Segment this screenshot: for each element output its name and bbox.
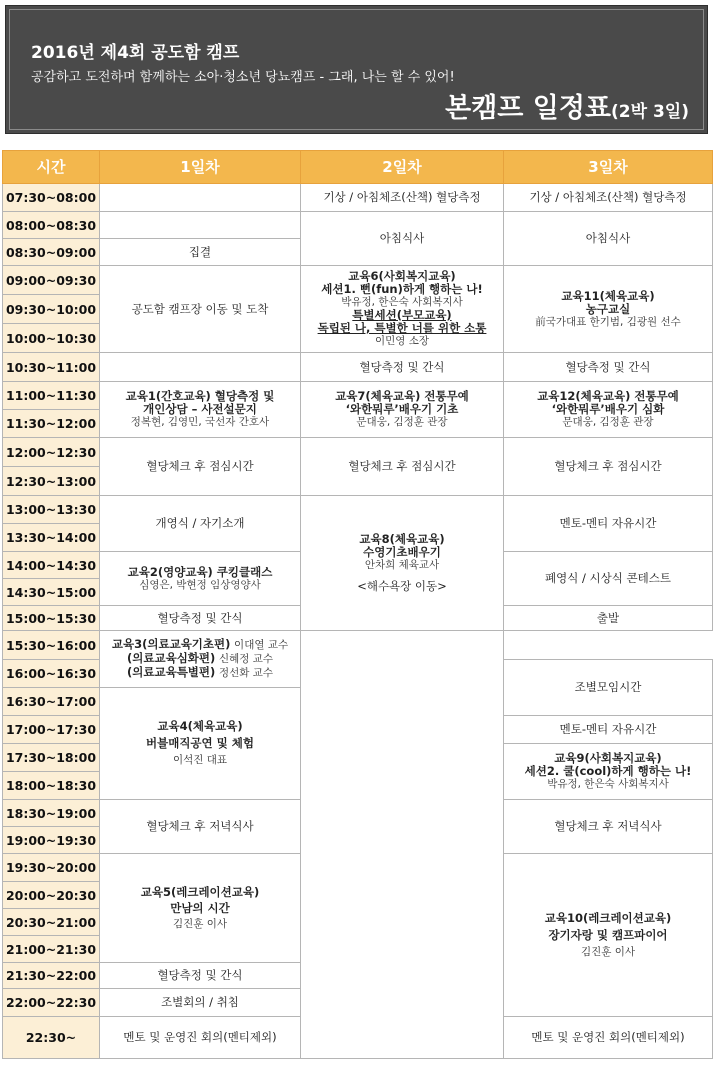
time-cell: 09:30~10:00 [3,295,100,324]
day1-empty-cell [100,212,301,239]
day2-meeting: 멘토 및 운영진 회의(멘티제외) [504,1017,713,1059]
time-cell: 12:30~13:00 [3,467,100,496]
header-banner [5,5,708,134]
day1-edu3-b-title: (의료교육심화편) [127,651,216,665]
time-cell: 20:00~20:30 [3,882,100,909]
time-cell: 12:00~12:30 [3,438,100,467]
schedule-heading [445,86,689,125]
time-cell: 17:30~18:00 [3,744,100,772]
day2-edu6-session: 세션1. 뻔(fun)하게 행하는 나! [321,282,483,296]
col-header-time: 시간 [3,151,100,184]
table-row [3,266,713,295]
day2-edu6-title: 교육6(사회복지교육) [348,269,456,283]
day2-edu10-staff: 김진훈 이사 [580,945,636,958]
time-cell: 14:30~15:00 [3,579,100,606]
day1-edu3-b-staff: 신혜정 교수 [218,653,273,665]
schedule-heading-duration: (2박 3일) [611,102,689,122]
day1-edu4-staff: 이석진 대표 [172,754,228,766]
time-cell: 08:00~08:30 [3,212,100,239]
time-cell: 16:30~17:00 [3,688,100,716]
col-header-day3: 3일차 [504,151,713,184]
day2-special-title: 특별세션(부모교육) [352,308,452,322]
day2-group-time: 조별모임시간 [504,660,713,716]
time-cell: 11:00~11:30 [3,382,100,410]
day1-empty-cell [100,184,301,212]
time-cell: 18:00~18:30 [3,772,100,800]
day2-dinner: 혈당체크 후 저녁식사 [504,800,713,854]
day2-edu8-title: 교육8(체육교육) [359,532,445,546]
day1-edu1-title: 교육1(간호교육) 혈당측정 및 [125,389,275,403]
day1-edu5-block [100,854,301,963]
day3-edu11-staff: 前국가대표 한기범, 김광원 선수 [535,315,681,328]
day1-edu3-c [102,666,298,680]
day2-special-staff: 이민영 소장 [374,335,430,347]
day2-edu10-block [504,854,713,1017]
day1-edu3-a [102,638,298,652]
day1-edu2-title: 교육2(영양교육) 쿠킹클래스 [127,564,273,579]
day1-lunch: 혈당체크 후 점심시간 [100,438,301,496]
table-row [3,496,713,524]
day1-empty-cell [100,353,301,382]
time-cell: 09:00~09:30 [3,266,100,295]
day1-edu2-block [100,552,301,606]
day2-mentor-free: 멘토-멘티 자유시간 [504,716,713,744]
day3-edu11-sub: 농구교실 [585,301,631,316]
day2-edu6-staff: 박유정, 한은숙 사회복지사 [341,296,463,308]
day2-lunch: 혈당체크 후 점심시간 [301,438,504,496]
day1-edu3-b [102,652,298,666]
time-cell: 22:30~ [3,1017,100,1059]
time-cell: 17:00~17:30 [3,716,100,744]
day1-edu3-a-staff: 이대열 교수 [234,639,289,651]
day2-edu7-title: 교육7(체육교육) 전통무예 [335,389,469,403]
day1-edu5-staff: 김진훈 이사 [172,917,228,930]
day3-lunch: 혈당체크 후 점심시간 [504,438,713,496]
camp-title: 2016년 제4회 공도함 캠프 [31,43,240,63]
day2-edu8-block [301,496,504,631]
day1-group: 조별회의 / 취침 [100,989,301,1017]
time-cell: 14:00~14:30 [3,552,100,579]
day3-closing: 폐영식 / 시상식 콘테스트 [504,552,713,606]
day2-snack1: 혈당측정 및 간식 [301,353,504,382]
day1-edu5-title: 교육5(레크레이션교육) [140,884,260,899]
day2-edu9-block [504,744,713,800]
camp-subtitle: 공감하고 도전하며 함께하는 소아·청소년 당뇨캠프 - 그래, 나는 할 수 있어! [31,70,455,85]
day1-edu3-a-title: 교육3(의료교육기초편) [111,637,231,651]
day3-snack1: 혈당측정 및 간식 [504,353,713,382]
table-row [3,382,713,410]
day3-empty-block [301,631,504,1059]
day1-snack1: 혈당측정 및 간식 [100,606,301,631]
day1-edu1-block [100,382,301,438]
day1-opening: 개영식 / 자기소개 [100,496,301,552]
time-cell: 11:30~12:00 [3,410,100,438]
time-cell: 07:30~08:00 [3,184,100,212]
time-cell: 20:30~21:00 [3,909,100,936]
day3-mentor-free: 멘토-멘티 자유시간 [504,496,713,552]
table-row [3,438,713,467]
day3-breakfast: 아침식사 [504,212,713,266]
table-header-row [3,151,713,184]
time-cell: 22:00~22:30 [3,989,100,1017]
day2-edu7-block [301,382,504,438]
day2-breakfast: 아침식사 [301,212,504,266]
table-row [3,212,713,239]
day2-special-sub: 독립된 나, 특별한 너를 위한 소통 [317,321,487,335]
day3-edu12-block [504,382,713,438]
day3-edu12-sub: ‘와한뭐루’배우기 심화 [551,402,665,416]
day2-edu6-block [301,266,504,353]
day1-meeting: 멘토 및 운영진 회의(멘티제외) [100,1017,301,1059]
day1-edu5-sub: 만남의 시간 [170,900,230,915]
day3-depart: 출발 [504,606,713,631]
day1-edu1-title2: 개인상담 – 사전설문지 [143,402,257,416]
day2-edu9-session: 세션2. 쿨(cool)하게 행하는 나! [524,764,692,778]
time-cell: 21:30~22:00 [3,963,100,989]
day1-edu1-staff: 정복현, 김영민, 국선자 간호사 [130,416,270,428]
schedule-heading-main: 본캠프 일정표 [445,93,612,124]
day1-edu3-block [100,631,301,688]
day3-wake: 기상 / 아침체조(산책) 혈당측정 [504,184,713,212]
day3-edu12-staff: 문대웅, 김정훈 관장 [562,416,654,428]
day3-edu11-block [504,266,713,353]
schedule-table [2,150,713,1059]
time-cell: 21:00~21:30 [3,936,100,963]
day2-edu9-staff: 박유정, 한은숙 사회복지사 [547,778,669,790]
time-cell: 16:00~16:30 [3,660,100,688]
table-row [3,184,713,212]
time-cell: 13:00~13:30 [3,496,100,524]
day2-wake: 기상 / 아침체조(산책) 혈당측정 [301,184,504,212]
col-header-day1: 1일차 [100,151,301,184]
day1-snack2: 혈당측정 및 간식 [100,963,301,989]
time-cell: 10:00~10:30 [3,324,100,353]
time-cell: 15:00~15:30 [3,606,100,631]
day2-edu8-sub: 수영기초배우기 [363,545,441,559]
col-header-day2: 2일차 [301,151,504,184]
time-cell: 13:30~14:00 [3,524,100,552]
time-cell: 18:30~19:00 [3,800,100,827]
day2-edu7-staff: 문대웅, 김정훈 관장 [356,416,448,428]
day1-dinner: 혈당체크 후 저녁식사 [100,800,301,854]
time-cell: 19:00~19:30 [3,827,100,854]
day3-edu11-title: 교육11(체육교육) [561,288,655,303]
day1-edu4-block [100,688,301,800]
day2-edu8-staff: 안차희 체육교사 [364,559,440,571]
day2-edu8-note: <해수욕장 이동> [357,579,447,593]
time-cell: 10:30~11:00 [3,353,100,382]
day1-move: 공도함 캠프장 이동 및 도착 [100,266,301,353]
day1-gather: 집결 [100,239,301,266]
day2-edu10-title: 교육10(레크레이션교육) [544,910,672,925]
time-cell: 15:30~16:00 [3,631,100,660]
time-cell: 19:30~20:00 [3,854,100,882]
day2-edu10-sub: 장기자랑 및 캠프파이어 [548,927,668,942]
day1-edu3-c-title: (의료교육특별편) [127,665,216,679]
day2-edu7-sub: ‘와한뭐루’배우기 기초 [345,402,459,416]
day1-edu3-c-staff: 정선화 교수 [218,667,273,679]
day1-edu4-sub: 버블매직공연 및 체험 [146,736,254,750]
time-cell: 08:30~09:00 [3,239,100,266]
table-row [3,353,713,382]
day2-edu9-title: 교육9(사회복지교육) [554,751,662,765]
day1-edu2-staff: 심영은, 박현정 임상영양사 [139,578,261,591]
day1-edu4-title: 교육4(체육교육) [157,719,243,733]
table-row [3,631,713,660]
day3-edu12-title: 교육12(체육교육) 전통무예 [537,389,679,403]
